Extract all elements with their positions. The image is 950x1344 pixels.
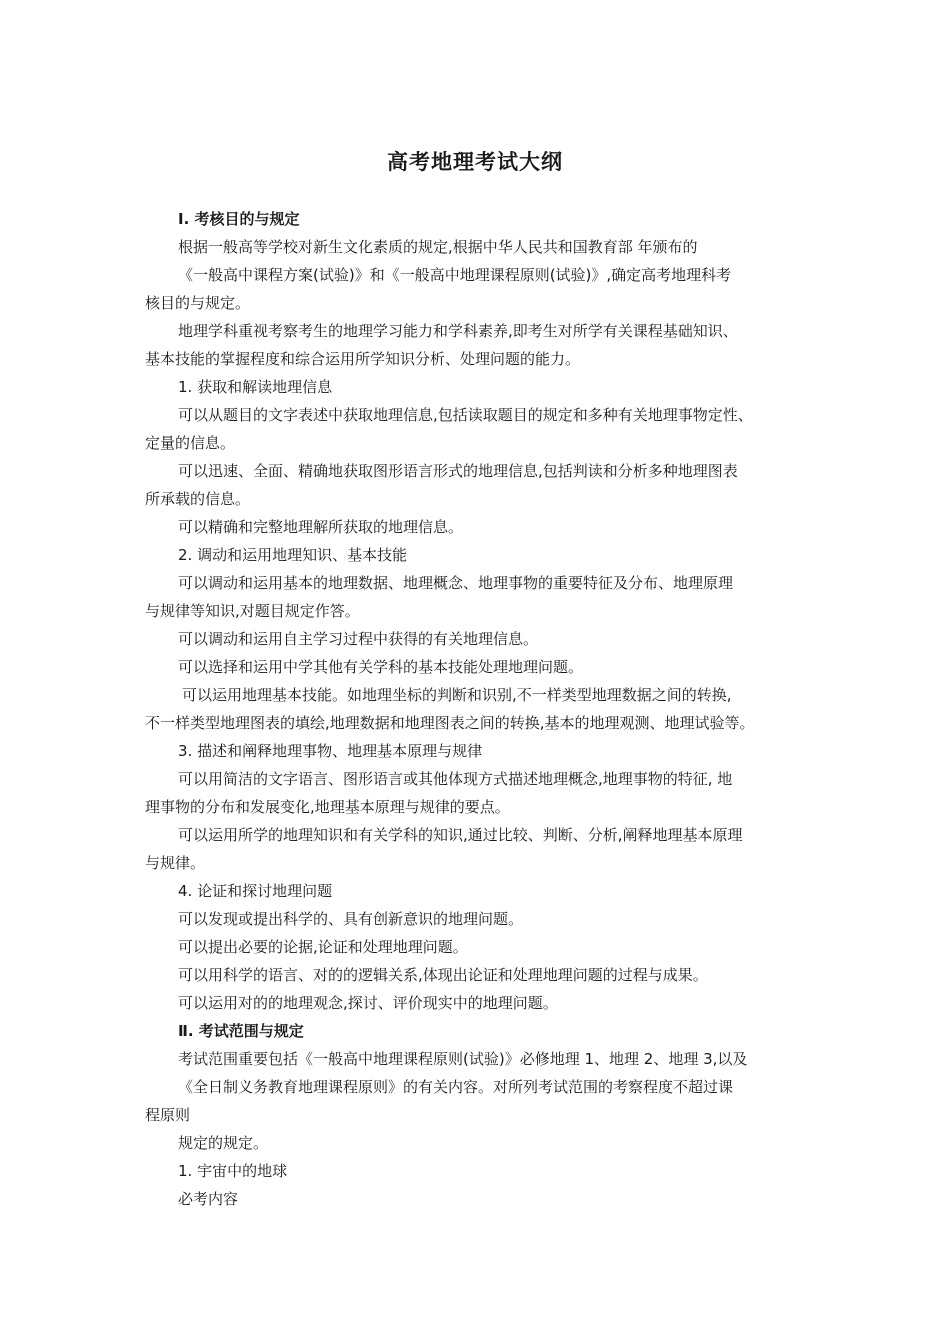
paragraph-line: 可以运用对的的地理观念,探讨、评价现实中的地理问题。 (178, 994, 558, 1012)
paragraph-line: 可以发现或提出科学的、具有创新意识的地理问题。 (178, 910, 524, 928)
paragraph-line: 《一般高中课程方案(试验)》和《一般高中地理课程原则(试验)》,确定高考地理科考 (178, 266, 732, 284)
paragraph-line: 根据一般高等学校对新生文化素质的规定,根据中华人民共和国教育部 年颁布的 (178, 238, 698, 256)
paragraph-line: 考试范围重要包括《一般高中地理课程原则(试验)》必修地理 1、地理 2、地理 3,以及 (178, 1050, 748, 1068)
paragraph-line: 与规律。 (145, 854, 206, 872)
subsection-heading: 2. 调动和运用地理知识、基本技能 (178, 546, 408, 564)
paragraph-line: 规定的规定。 (178, 1134, 269, 1152)
paragraph-line: 可以迅速、全面、精确地获取图形语言形式的地理信息,包括判读和分析多种地理图表 (178, 462, 738, 480)
subsection-heading: 1. 获取和解读地理信息 (178, 378, 333, 396)
paragraph-line: 可以精确和完整地理解所获取的地理信息。 (178, 518, 464, 536)
paragraph-line: 可以调动和运用基本的地理数据、地理概念、地理事物的重要特征及分布、地理原理 (178, 574, 734, 592)
paragraph-line: 不一样类型地理图表的填绘,地理数据和地理图表之间的转换,基本的地理观测、地理试验等。 (145, 714, 755, 732)
subsection-heading: 3. 描述和阐释地理事物、地理基本原理与规律 (178, 742, 483, 760)
paragraph-line: 可以运用所学的地理知识和有关学科的知识,通过比较、判断、分析,阐释地理基本原理 (178, 826, 743, 844)
paragraph-line: 地理学科重视考察考生的地理学习能力和学科素养,即考生对所学有关课程基础知识、 (178, 322, 738, 340)
paragraph-line: 与规律等知识,对题目规定作答。 (145, 602, 360, 620)
subsection-heading: 1. 宇宙中的地球 (178, 1162, 288, 1180)
paragraph-line: 可以从题目的文字表述中获取地理信息,包括读取题目的规定和多种有关地理事物定性、 (178, 406, 753, 424)
section-heading-2: Ⅱ. 考试范围与规定 (178, 1022, 304, 1040)
paragraph-line: 《全日制义务教育地理课程原则》的有关内容。对所列考试范围的考察程度不超过课 (178, 1078, 734, 1096)
paragraph-line: 可以调动和运用自主学习过程中获得的有关地理信息。 (178, 630, 539, 648)
paragraph-line: 定量的信息。 (145, 434, 236, 452)
paragraph-line: 必考内容 (178, 1190, 239, 1208)
section-heading-1: Ⅰ. 考核目的与规定 (178, 210, 300, 228)
paragraph-line: 可以用简洁的文字语言、图形语言或其他体现方式描述地理概念,地理事物的特征, 地 (178, 770, 733, 788)
subsection-heading: 4. 论证和探讨地理问题 (178, 882, 333, 900)
paragraph-line: 理事物的分布和发展变化,地理基本原理与规律的要点。 (145, 798, 510, 816)
paragraph-line: 可以选择和运用中学其他有关学科的基本技能处理地理问题。 (178, 658, 584, 676)
paragraph-line: 程原则 (145, 1106, 191, 1124)
paragraph-line: 可以用科学的语言、对的的逻辑关系,体现出论证和处理地理问题的过程与成果。 (178, 966, 708, 984)
document-title: 高考地理考试大纲 (387, 149, 563, 174)
paragraph-line: 基本技能的掌握程度和综合运用所学知识分析、处理问题的能力。 (145, 350, 581, 368)
paragraph-line: 核目的与规定。 (145, 294, 251, 312)
paragraph-line: 可以运用地理基本技能。如地理坐标的判断和识别,不一样类型地理数据之间的转换, (182, 686, 732, 704)
paragraph-line: 可以提出必要的论据,论证和处理地理问题。 (178, 938, 468, 956)
paragraph-line: 所承载的信息。 (145, 490, 251, 508)
